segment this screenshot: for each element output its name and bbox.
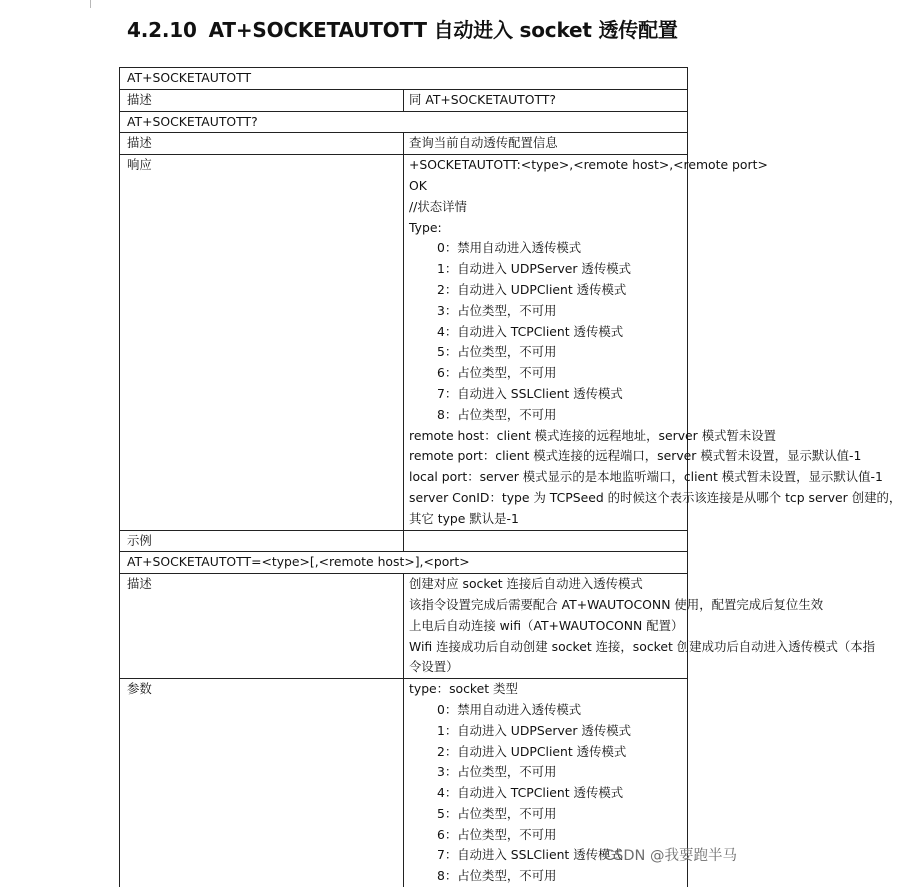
query-desc-label: 描述 [120,133,404,155]
example-text [404,530,688,552]
response-type-item: 8：占位类型，不可用 [437,406,557,422]
response-line: OK [409,177,427,193]
response-label: 响应 [120,155,404,530]
set-command-cell: AT+SOCKETAUTOTT=<type>[,<remote host>],<port> [120,552,688,574]
query-desc-text: 查询当前自动透传配置信息 [404,133,688,155]
params-type-item: 7：自动进入 SSLClient 透传模式 [437,847,623,863]
response-note: server ConID：type 为 TCPSeed 的时候这个表示该连接是从哪个 tcp server 创建的， [409,489,901,505]
row-params [120,679,688,887]
params-type-item: 3：占位类型，不可用 [437,764,557,780]
response-type-item: 1：自动进入 UDPServer 透传模式 [437,261,631,277]
params-type-item: 8：占位类型，不可用 [437,868,557,884]
params-type-item: 6：占位类型，不可用 [437,826,557,842]
row-example [120,530,688,552]
section-number: 4.2.10 [127,18,197,42]
response-line: Type: [409,219,442,235]
params-type-item: 0：禁用自动进入透传模式 [437,701,582,717]
row-response [120,155,688,530]
response-type-item: 7：自动进入 SSLClient 透传模式 [437,385,623,401]
response-content [404,155,901,530]
set-desc-line: 令设置） [409,659,459,675]
response-type-item: 4：自动进入 TCPClient 透传模式 [437,323,624,339]
response-line: //状态详情 [409,198,467,214]
row-command-desc [120,89,688,111]
response-note: remote host：client 模式连接的远程地址，server 模式暂未设置 [409,427,777,443]
response-note: local port：server 模式显示的是本地监听端口，client 模式暂未设置，显示默认值-1 [409,469,883,485]
row-query-desc [120,133,688,155]
params-type-item: 5：占位类型，不可用 [437,805,557,821]
row-query-command [120,111,688,133]
csdn-watermark: CSDN @我要跑半马 [604,848,737,864]
set-desc-label: 描述 [120,574,404,679]
section-title: AT+SOCKETAUTOTT 自动进入 socket 透传配置 [208,18,678,42]
params-first-line: type：socket 类型 [409,681,518,697]
row-set-desc [120,574,688,679]
section-heading [127,14,678,43]
command-table [119,67,901,887]
response-note: remote port：client 模式连接的远程端口，server 模式暂未设置，显示默认值-1 [409,448,862,464]
query-command-cell: AT+SOCKETAUTOTT? [120,111,688,133]
set-desc-line: 创建对应 socket 连接后自动进入透传模式 [409,576,643,592]
set-desc-content [404,574,876,679]
response-note: 其它 type 默认是-1 [409,510,519,526]
response-type-item: 6：占位类型，不可用 [437,365,557,381]
response-line: +SOCKETAUTOTT:<type>,<remote host>,<remote port> [409,157,768,173]
response-type-item: 3：占位类型，不可用 [437,302,557,318]
response-type-item: 0：禁用自动进入透传模式 [437,240,582,256]
command-name-cell: AT+SOCKETAUTOTT [120,68,688,90]
params-label: 参数 [120,679,404,887]
response-type-item: 5：占位类型，不可用 [437,344,557,360]
params-type-item: 2：自动进入 UDPClient 透传模式 [437,743,627,759]
desc-text: 同 AT+SOCKETAUTOTT? [404,89,688,111]
response-type-item: 2：自动进入 UDPClient 透传模式 [437,281,627,297]
example-label: 示例 [120,530,404,552]
set-desc-line: Wifi 连接成功后自动创建 socket 连接，socket 创建成功后自动进入透传模式（本指 [409,638,876,654]
page-edge-marker [90,0,91,8]
params-type-item: 1：自动进入 UDPServer 透传模式 [437,722,631,738]
row-command-name [120,68,688,90]
row-set-command [120,552,688,574]
set-desc-line: 该指令设置完成后需要配合 AT+WAUTOCONN 使用，配置完成后复位生效 [409,596,824,612]
set-desc-line: 上电后自动连接 wifi（AT+WAUTOCONN 配置） [409,617,684,633]
params-type-item: 4：自动进入 TCPClient 透传模式 [437,785,624,801]
desc-label: 描述 [120,89,404,111]
